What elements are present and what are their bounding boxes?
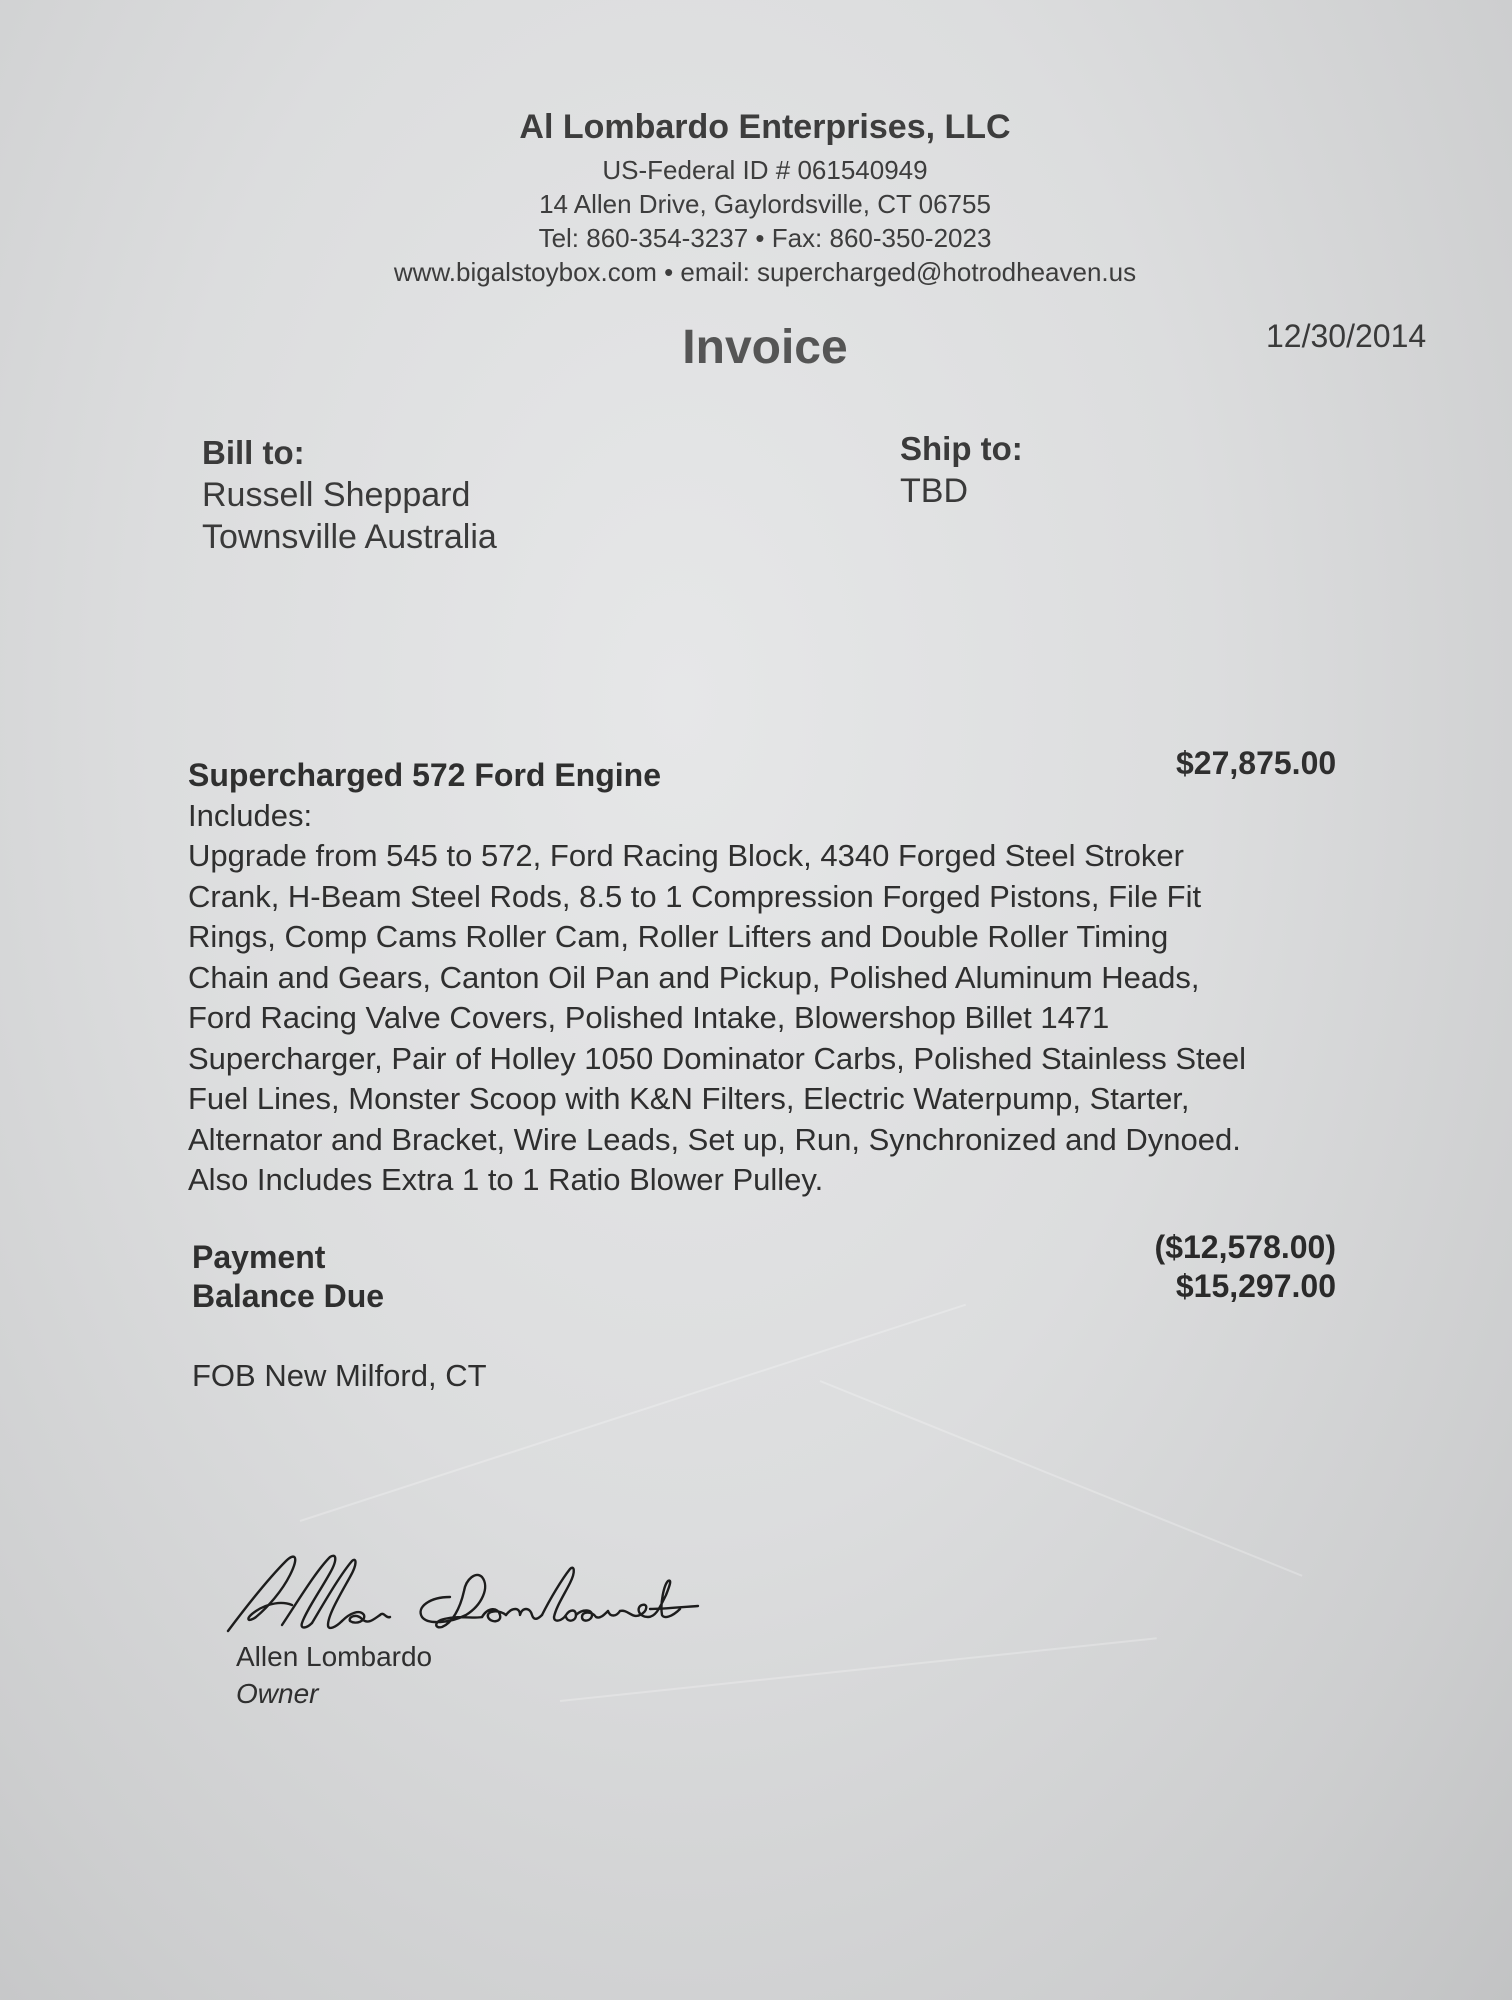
description-line: Upgrade from 545 to 572, Ford Racing Block, 4340 Forged Steel Stroker <box>188 838 1184 873</box>
ship-to-value: TBD <box>900 472 968 510</box>
ship-to-block <box>900 428 1023 512</box>
line-item <box>188 755 1328 1201</box>
description-line: Supercharger, Pair of Holley 1050 Dominator Carbs, Polished Stainless Steel <box>188 1040 1246 1076</box>
ship-to-label: Ship to: <box>900 430 1023 467</box>
company-address: 14 Allen Drive, Gaylordsville, CT 06755 <box>539 189 991 219</box>
description-line: Crank, H-Beam Steel Rods, 8.5 to 1 Compression Forged Pistons, File Fit <box>188 878 1202 914</box>
company-phones: Tel: 860-354-3237 • Fax: 860-350-2023 <box>538 223 992 253</box>
description-line: Chain and Gears, Canton Oil Pan and Pickup, Polished Aluminum Heads, <box>188 959 1200 995</box>
payment-value: ($12,578.00) <box>1154 1229 1336 1265</box>
description-line: Also Includes Extra 1 to 1 Ratio Blower Pulley. <box>188 1162 824 1197</box>
paper-crease <box>560 1637 1157 1702</box>
company-name: Al Lombardo Enterprises, LLC <box>519 108 1011 146</box>
description-line: Rings, Comp Cams Roller Cam, Roller Lifters and Double Roller Timing <box>188 919 1169 954</box>
payment-label: Payment <box>192 1239 326 1275</box>
bill-to-label: Bill to: <box>202 434 305 471</box>
bill-to-block <box>202 432 497 558</box>
federal-id: US-Federal ID # 061540949 <box>602 155 928 185</box>
signer-name: Allen Lombardo <box>236 1641 433 1672</box>
bill-to-name: Russell Sheppard <box>202 476 471 514</box>
handwritten-signature <box>220 1545 700 1645</box>
fob-terms: FOB New Milford, CT <box>192 1358 487 1393</box>
signer-block <box>236 1638 432 1712</box>
paper-crease <box>820 1380 1303 1577</box>
balance-due-value: $15,297.00 <box>1175 1268 1336 1304</box>
description-line: Fuel Lines, Monster Scoop with K&N Filters, Electric Waterpump, Starter, <box>188 1081 1190 1116</box>
description-line: Alternator and Bracket, Wire Leads, Set up, Run, Synchronized and Dynoed. <box>188 1121 1241 1157</box>
item-price: $27,875.00 <box>1176 745 1337 781</box>
item-description <box>188 836 1328 1201</box>
description-line: Ford Racing Valve Covers, Polished Intake, Blowershop Billet 1471 <box>188 1000 1110 1035</box>
bill-to-location: Townsville Australia <box>202 518 497 556</box>
item-includes-label: Includes: <box>188 797 313 833</box>
paper-crease <box>300 1304 966 1522</box>
totals-values <box>1100 1228 1336 1306</box>
company-header <box>0 108 1512 289</box>
totals-labels <box>192 1238 384 1316</box>
invoice-title: Invoice <box>682 321 848 374</box>
item-name: Supercharged 572 Ford Engine <box>188 757 661 793</box>
invoice-date: 12/30/2014 <box>1266 318 1427 354</box>
signer-title: Owner <box>236 1678 319 1709</box>
balance-due-label: Balance Due <box>192 1278 385 1314</box>
company-web-email: www.bigalstoybox.com • email: supercharged@hotrodheaven.us <box>393 257 1137 287</box>
